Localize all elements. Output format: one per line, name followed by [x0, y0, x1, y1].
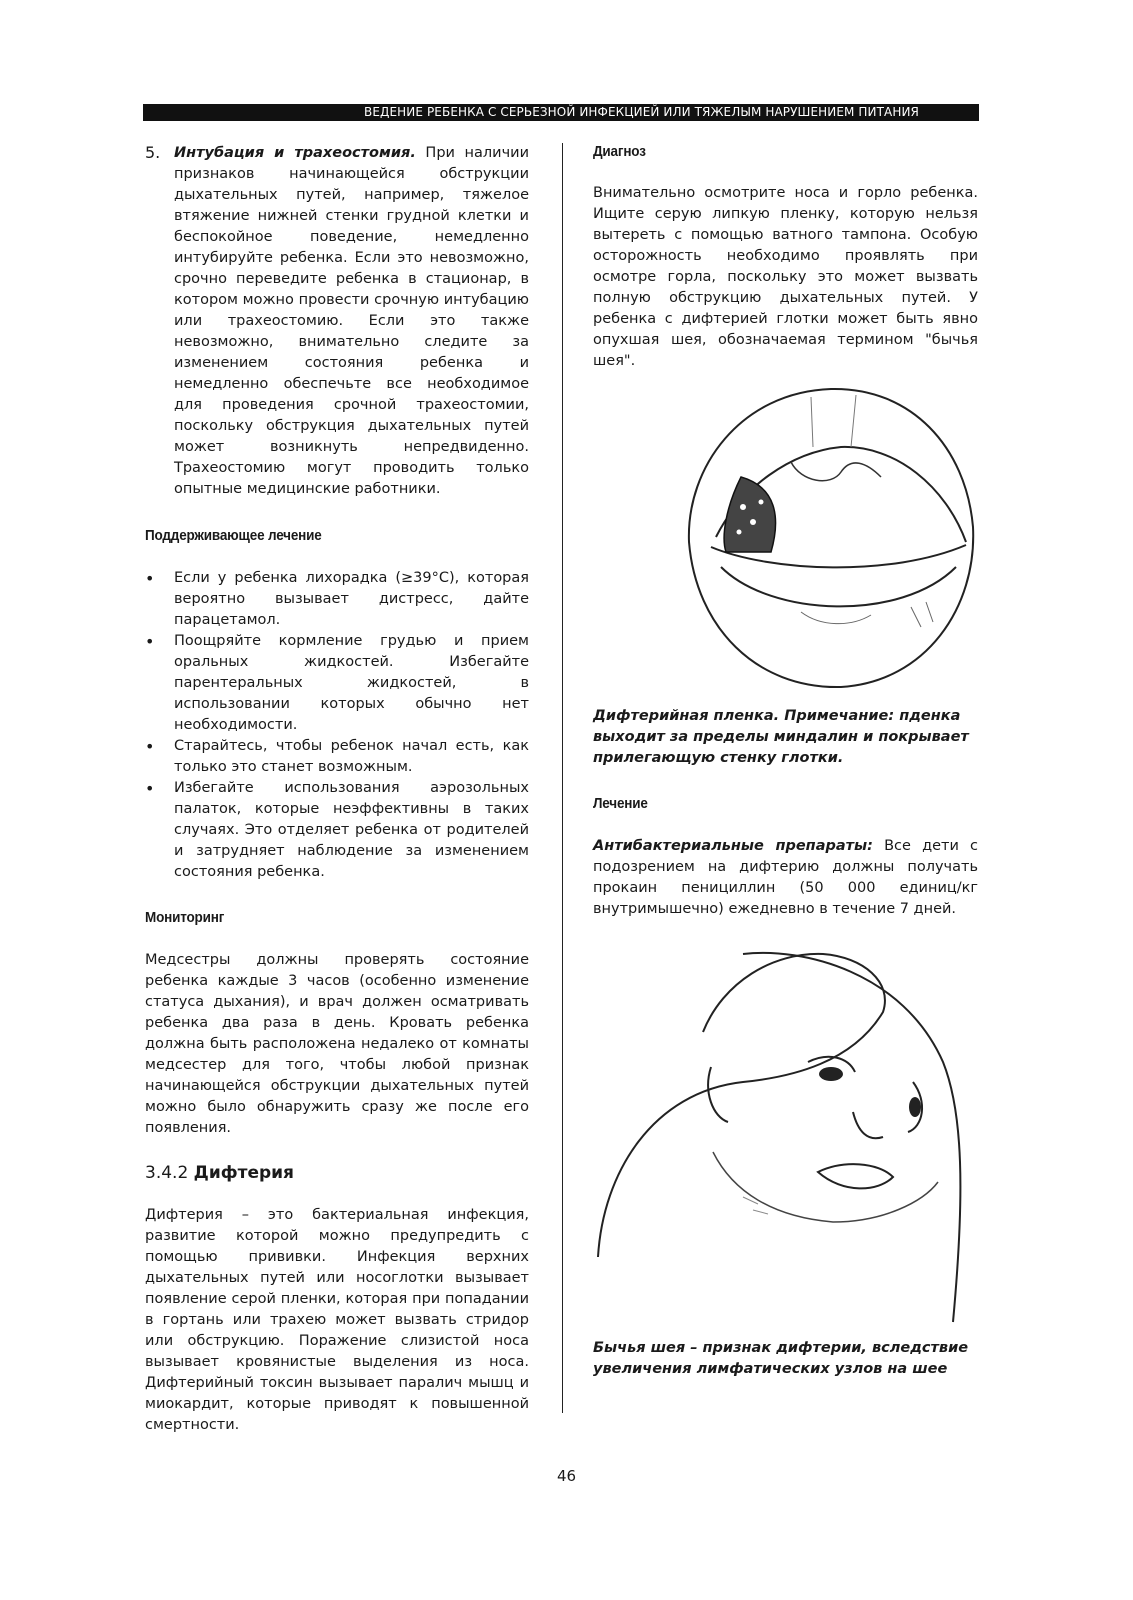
monitoring-text: Медсестры должны проверять состояние ребенка каждые 3 часов (особенно изменение статуса дыхания), и врач должен осматривать ребенка два раза в день. Кровать ребенка должна быть расположена недалеко от комнаты медсестер для того, чтобы любой признак начинающейся обструкции дыхательных путей можно было обнаружить сразу же после его появления.: [145, 952, 529, 1136]
diphtheria-text: Дифтерия – это бактериальная инфекция, развитие которой можно предупредить с помощью прививки. Инфекция верхних дыхательных путей или носоглотки вызывает появление серой пленки, которая при попадании в гортань или трахею может вызвать стридор или обструкцию. Поражение слизистой носа вызывает кровянистые выделения из носа. Дифтерийный токсин вызывает паралич мышц и миокардит, которые приводят к повышенной смертности.: [145, 1207, 529, 1433]
treatment-body: Все дети с подозрением на дифтерию должны получать прокаин пенициллин (50 000 единиц/кг внутримышечно) ежедневно в течение 7 дней.: [593, 838, 978, 917]
treatment-heading: Лечение: [593, 795, 648, 812]
figure2-caption: Бычья шея – признак дифтерии, вследствие увеличения лимфатических узлов на шее: [593, 1340, 969, 1377]
list-number: 5.: [145, 143, 161, 162]
list-item: • Старайтесь, чтобы ребенок начал есть, как только это станет возможным.: [145, 736, 529, 778]
supportive-heading: Поддерживающее лечение: [145, 527, 322, 544]
treatment-text: [593, 836, 978, 920]
list-item-title: Интубация и трахеостомия.: [174, 145, 416, 161]
monitoring-heading: Мониторинг: [145, 909, 225, 926]
throat-membrane-illustration: [681, 377, 981, 692]
treatment-label: Антибактериальные препараты:: [593, 838, 873, 854]
page-number: 46: [556, 1467, 577, 1485]
running-header: ВЕДЕНИЕ РЕБЕНКА С СЕРЬЕЗНОЙ ИНФЕКЦИЕЙ ИЛИ ТЯЖЕЛЫМ НАРУШЕНИЕМ ПИТАНИЯ: [143, 104, 979, 121]
figure1-caption: Дифтерийная пленка. Примечание: пденка выходит за пределы миндалин и покрывает прилегающую стенку глотки.: [593, 708, 969, 766]
list-item: • Избегайте использования аэрозольных палаток, которые неэффективны в таких случаях. Это отделяет ребенка от родителей и затрудняет наблюдение за изменением состояния ребенка.: [145, 778, 529, 883]
supportive-list: [145, 568, 529, 883]
list-item-text: [174, 143, 529, 500]
list-item-5: [145, 143, 529, 500]
section-title: [145, 1163, 529, 1183]
column-divider: [562, 143, 563, 1413]
list-item: • Поощряйте кормление грудью и прием оральных жидкостей. Избегайте парентеральных жидкостей, в использовании которых обычно нет необходимости.: [145, 631, 529, 736]
list-item-body: При наличии признаков начинающейся обструкции дыхательных путей, например, тяжелое втяжение нижней стенки грудной клетки и беспокойное поведение, немедленно интубируйте ребенка. Если это невозможно, срочно переведите ребенка в стационар, в котором можно провести срочную интубацию или трахеостомию. Если это также невозможно, внимательно следите за изменением состояния ребенка и немедленно обеспечьте все необходимое для проведения срочной трахеостомии, поскольку обструкция дыхательных путей может возникнуть непредвиденно. Трахеостомию могут проводить только опытные медицинские работники.: [174, 145, 529, 497]
left-column: [145, 143, 529, 1436]
list-item: • Если у ребенка лихорадка (≥39°C), которая вероятно вызывает дистресс, дайте парацетамол.: [145, 568, 529, 631]
section-name: Дифтерия: [193, 1163, 294, 1183]
right-column: [593, 143, 978, 1380]
bull-neck-illustration: [593, 942, 963, 1332]
diagnosis-heading: Диагноз: [593, 143, 646, 160]
diagnosis-text: Внимательно осмотрите носа и горло ребенка. Ищите серую липкую пленку, которую нельзя вытереть с помощью ватного тампона. Особую осторожность необходимо проявлять при осмотре горла, поскольку это может вызвать полную обструкцию дыхательных путей. У ребенка с дифтерией глотки может быть явно опухшая шея, обозначаемая термином "бычья шея".: [593, 185, 978, 369]
section-number: 3.4.2: [145, 1163, 189, 1183]
